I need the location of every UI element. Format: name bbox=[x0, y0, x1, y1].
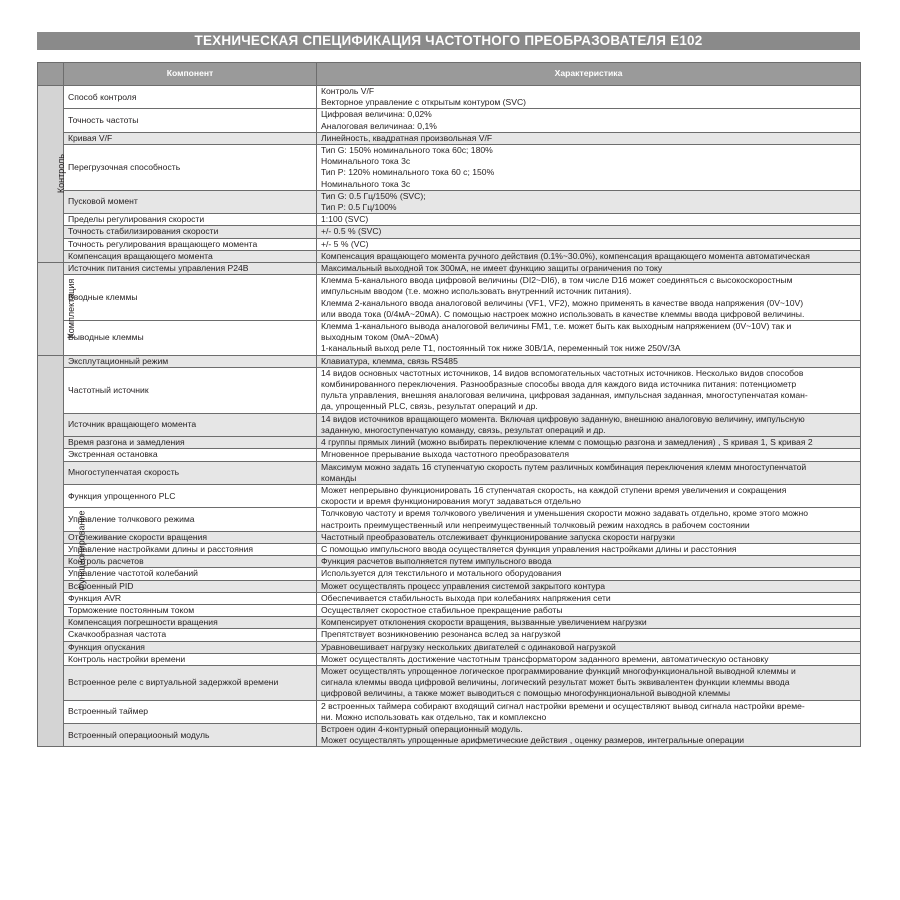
characteristic-cell bbox=[317, 250, 861, 262]
component-cell: Компенсация вращающего момента bbox=[64, 250, 317, 262]
table-row bbox=[38, 355, 861, 367]
table-row bbox=[38, 367, 861, 413]
component-cell: Источник вращающего момента bbox=[64, 413, 317, 436]
table-row bbox=[38, 484, 861, 507]
characteristic-line: Линейность, квадратная произвольная V/F bbox=[321, 132, 493, 143]
characteristic-line: Контроль V/F bbox=[321, 86, 375, 96]
table-row bbox=[38, 641, 861, 653]
table-row bbox=[38, 226, 861, 238]
characteristic-cell bbox=[317, 641, 861, 653]
characteristic-line: Номинального тока 3с bbox=[321, 178, 411, 189]
characteristic-cell bbox=[317, 700, 861, 723]
characteristic-line: Тип P: 120% номинального тока 60 с; 150% bbox=[321, 167, 495, 178]
characteristic-cell bbox=[317, 109, 861, 132]
table-row bbox=[38, 508, 861, 531]
category-label: Комплектация bbox=[66, 279, 77, 339]
table-row bbox=[38, 653, 861, 665]
category-label: Контроль bbox=[55, 154, 66, 194]
characteristic-cell bbox=[317, 238, 861, 250]
table-row bbox=[38, 604, 861, 616]
characteristic-line: выходным током (0мА~20мА) bbox=[321, 332, 439, 343]
characteristic-line: Обеспечивается стабильность выхода при колебаниях напряжения сети bbox=[321, 592, 611, 603]
characteristic-cell bbox=[317, 580, 861, 592]
characteristic-cell bbox=[317, 132, 861, 144]
table-row bbox=[38, 531, 861, 543]
characteristic-line: Клавиатура, клемма, связь RS485 bbox=[321, 355, 458, 366]
table-row bbox=[38, 437, 861, 449]
characteristic-cell bbox=[317, 367, 861, 413]
component-cell: Функция упрощенного PLC bbox=[64, 484, 317, 507]
component-cell: Функция AVR bbox=[64, 592, 317, 604]
component-cell: Торможение постоянным током bbox=[64, 604, 317, 616]
component-cell: Эксплутационный режим bbox=[64, 355, 317, 367]
characteristic-line: Частотный преобразователь отслеживает функционирование запуска скорости нагрузки bbox=[321, 531, 675, 542]
table-row bbox=[38, 263, 861, 275]
component-cell: Скачкообразная частота bbox=[64, 629, 317, 641]
characteristic-cell bbox=[317, 556, 861, 568]
characteristic-line: Максимальный выходной ток 300мА, не имеет функцию защиты ограничения по току bbox=[321, 263, 663, 274]
characteristic-cell bbox=[317, 437, 861, 449]
characteristic-line: 1-канальный выход реле T1, постоянный ток ниже 30В/1А, переменный ток ниже 250V/3А bbox=[321, 343, 681, 354]
table-row bbox=[38, 214, 861, 226]
characteristic-line: Толчковую частоту и время толчкового увеличения и уменьшения скорости можно задавать отдельно, кроме этого можно bbox=[321, 508, 809, 519]
category-cell-control bbox=[38, 86, 64, 263]
characteristic-cell bbox=[317, 461, 861, 484]
characteristic-line: 4 группы прямых линий (можно выбирать переключение клемм с помощью разгона и замедления) , S кривая 1, S кривая 2 bbox=[321, 437, 813, 448]
characteristic-cell bbox=[317, 665, 861, 700]
table-row bbox=[38, 145, 861, 191]
characteristic-line: Функция расчетов выполняется путем импульсного ввода bbox=[321, 556, 552, 567]
header-category bbox=[38, 63, 64, 86]
characteristic-line: Максимум можно задать 16 ступенчатую скорость путем различных комбинация переключения клемм многоступенчатой bbox=[321, 461, 807, 472]
characteristic-line: Компенсирует отклонения скорости вращения, вызванные увеличением нагрузки bbox=[321, 617, 647, 628]
component-cell: Встроенный PID bbox=[64, 580, 317, 592]
header-characteristic: Характеристика bbox=[317, 63, 861, 86]
characteristic-cell bbox=[317, 86, 861, 109]
characteristic-line: Может осуществлять упрощенное логическое программирование функций многофункциональной выводной клеммы и bbox=[321, 665, 796, 676]
characteristic-line: Номинального тока 3с bbox=[321, 156, 411, 167]
characteristic-line: Встроен один 4-контурный операционный модуль. bbox=[321, 723, 523, 734]
characteristic-line: С помощью импульсного ввода осуществляется функция управления настройками длины и расстояния bbox=[321, 543, 737, 554]
characteristic-line: заданную, многоступенчатую команду, связь, результат операций и др. bbox=[321, 424, 606, 435]
table-row bbox=[38, 723, 861, 746]
characteristic-line: Аналоговая величинаа: 0,1% bbox=[321, 120, 437, 131]
characteristic-line: Мгновенное прерывание выхода частотного преобразователя bbox=[321, 449, 569, 460]
characteristic-line: 14 видов основных частотных источников, 14 видов вспомогательных частотных источников. Несколько видов способов bbox=[321, 367, 804, 378]
category-cell-equipment bbox=[38, 263, 77, 356]
characteristic-line: Клемма 5-канального ввода цифровой величины (DI2~DI6), в том числе D16 может соединяться с высокоскоростным bbox=[321, 275, 793, 286]
page-title: ТЕХНИЧЕСКАЯ СПЕЦИФИКАЦИЯ ЧАСТОТНОГО ПРЕОБРАЗОВАТЕЛЯ E102 bbox=[37, 32, 860, 50]
component-cell: Перегрузочная способность bbox=[64, 145, 317, 191]
table-row bbox=[38, 592, 861, 604]
component-cell: Контроль настройки времени bbox=[64, 653, 317, 665]
component-cell: Выводные клеммы bbox=[64, 321, 317, 356]
table-row bbox=[38, 132, 861, 144]
table-row bbox=[38, 190, 861, 213]
component-cell: Встроенный операциооный модуль bbox=[64, 723, 317, 746]
characteristic-line: 2 встроенных таймера собирают входящий сигнал настройки времени и осуществляют вывод сигнала настройки време- bbox=[321, 700, 805, 711]
characteristic-cell bbox=[317, 413, 861, 436]
characteristic-line: Препятствует возникновению резонанса вслед за нагрузкой bbox=[321, 629, 561, 640]
component-cell: Управление частотой колебаний bbox=[64, 568, 317, 580]
characteristic-line: Используется для текстильного и мотального оборудования bbox=[321, 568, 562, 579]
characteristic-cell bbox=[317, 617, 861, 629]
characteristic-line: Векторное управление с открытым контуром (SVC) bbox=[321, 97, 527, 108]
characteristic-line: сигнала клеммы ввода цифровой величины, логический результат может быть эквивалентен функции клеммы ввода bbox=[321, 677, 790, 688]
characteristic-cell bbox=[317, 484, 861, 507]
table-row bbox=[38, 275, 861, 321]
component-cell: Источник питания системы управления P24B bbox=[64, 263, 317, 275]
table-row bbox=[38, 461, 861, 484]
characteristic-cell bbox=[317, 592, 861, 604]
characteristic-line: Клемма 1-канального вывода аналоговой величины FM1, т.е. может быть как выходным напряжением (0V~10V) так и bbox=[321, 321, 792, 332]
characteristic-line: Уравновешивает нагрузку нескольких двигателей с одинаковой нагрузкой bbox=[321, 641, 616, 652]
component-cell: Экстренная остановка bbox=[64, 449, 317, 461]
component-cell: Отслеживание скорости вращения bbox=[64, 531, 317, 543]
characteristic-line: Осуществляет скоростное стабильное прекращение работы bbox=[321, 604, 563, 615]
characteristic-cell bbox=[317, 723, 861, 746]
characteristic-cell bbox=[317, 275, 861, 321]
characteristic-cell bbox=[317, 190, 861, 213]
table-row bbox=[38, 413, 861, 436]
characteristic-line: пульта управления, внешняя аналоговая величина, цифровая заданная, импульсная заданная, многоступенчатая коман- bbox=[321, 390, 808, 401]
table-row bbox=[38, 700, 861, 723]
characteristic-line: Тип G: 150% номинального тока 60с; 180% bbox=[321, 145, 493, 156]
characteristic-line: цифровой величины, а также может выводиться с помощью многофункциональной выводной клеммы bbox=[321, 688, 731, 699]
component-cell: Точность регулирования вращающего момента bbox=[64, 238, 317, 250]
characteristic-line: 14 видов источников вращающего момента. Включая цифровую заданную, внешнюю аналоговую величину, импульсную bbox=[321, 413, 805, 424]
spec-table-body bbox=[38, 86, 861, 747]
characteristic-cell bbox=[317, 226, 861, 238]
component-cell: Компенсация погрешности вращения bbox=[64, 617, 317, 629]
characteristic-line: +/- 5 % (VC) bbox=[321, 238, 369, 249]
characteristic-line: ни. Можно использовать как отдельно, так и комплексно bbox=[321, 711, 547, 722]
characteristic-line: комбинированного переключения. Разнообразные способы ввода для каждого вида источника питания: потенциометр bbox=[321, 379, 797, 390]
characteristic-cell bbox=[317, 531, 861, 543]
characteristic-cell bbox=[317, 653, 861, 665]
characteristic-cell bbox=[317, 214, 861, 226]
table-row bbox=[38, 321, 861, 356]
characteristic-cell bbox=[317, 543, 861, 555]
component-cell: Пределы регулирования скорости bbox=[64, 214, 317, 226]
component-cell: Управление настройками длины и расстояния bbox=[64, 543, 317, 555]
component-cell: Вводные клеммы bbox=[64, 275, 317, 321]
characteristic-line: Компенсация вращающего момента ручного действия (0.1%~30.0%), компенсация вращающего момента автоматическая bbox=[321, 250, 810, 261]
header-component: Компонент bbox=[64, 63, 317, 86]
characteristic-cell bbox=[317, 449, 861, 461]
characteristic-line: команды bbox=[321, 472, 357, 483]
characteristic-cell bbox=[317, 568, 861, 580]
component-cell: Контроль расчетов bbox=[64, 556, 317, 568]
characteristic-cell bbox=[317, 355, 861, 367]
table-row bbox=[38, 86, 861, 109]
table-row bbox=[38, 568, 861, 580]
table-row bbox=[38, 543, 861, 555]
spec-table bbox=[37, 62, 861, 747]
characteristic-cell bbox=[317, 145, 861, 191]
table-row bbox=[38, 665, 861, 700]
characteristic-line: Тип G: 0.5 Гц/150% (SVC); bbox=[321, 190, 426, 201]
table-header-row bbox=[38, 63, 861, 86]
component-cell: Частотный источник bbox=[64, 367, 317, 413]
component-cell: Способ контроля bbox=[64, 86, 317, 109]
characteristic-line: +/- 0.5 % (SVC) bbox=[321, 226, 382, 237]
characteristic-cell bbox=[317, 629, 861, 641]
characteristic-cell bbox=[317, 321, 861, 356]
table-row bbox=[38, 238, 861, 250]
component-cell: Пусковой момент bbox=[64, 190, 317, 213]
characteristic-line: или ввода тока (0/4мА~20мА). С помощью настроек можно использовать в качестве клеммы ввода цифровой величины. bbox=[321, 308, 805, 319]
characteristic-line: Может осуществлять процесс управления системой закрытого контура bbox=[321, 580, 605, 591]
characteristic-cell bbox=[317, 263, 861, 275]
characteristic-line: 1:100 (SVC) bbox=[321, 214, 369, 225]
table-row bbox=[38, 629, 861, 641]
category-cell-operation bbox=[38, 355, 87, 747]
characteristic-line: Может осуществлять достижение частотным трансформатором заданного времени, автоматическую остановку bbox=[321, 653, 769, 664]
component-cell: Встроенный таймер bbox=[64, 700, 317, 723]
component-cell: Встроенное реле с виртуальной задержкой времени bbox=[64, 665, 317, 700]
category-label: Функционирование bbox=[76, 510, 87, 592]
component-cell: Точность стабилизирования скорости bbox=[64, 226, 317, 238]
characteristic-cell bbox=[317, 604, 861, 616]
characteristic-line: да, упрощенный PLC, связь, результат операций и др. bbox=[321, 401, 538, 412]
component-cell: Точность частоты bbox=[64, 109, 317, 132]
characteristic-cell bbox=[317, 508, 861, 531]
characteristic-line: импульсным вводом (т.е. можно использовать внутренний источник питания). bbox=[321, 286, 632, 297]
component-cell: Многоступенчатая скорость bbox=[64, 461, 317, 484]
component-cell: Кривая V/F bbox=[64, 132, 317, 144]
table-row bbox=[38, 109, 861, 132]
table-row bbox=[38, 617, 861, 629]
characteristic-line: Может осуществлять упрощенные арифметические действия , оценку размеров, интегральные операции bbox=[321, 735, 745, 746]
component-cell: Функция опускания bbox=[64, 641, 317, 653]
characteristic-line: Может непрерывно функционировать 16 ступенчатая скорость, на каждой ступени время увеличения и сокращения bbox=[321, 484, 787, 495]
table-row bbox=[38, 449, 861, 461]
characteristic-line: скорости и время функционирования могут задаваться отдельно bbox=[321, 496, 581, 507]
table-row bbox=[38, 580, 861, 592]
component-cell: Время разгона и замедления bbox=[64, 437, 317, 449]
characteristic-line: Цифровая величина: 0,02% bbox=[321, 109, 432, 120]
component-cell: Управление толчкового режима bbox=[64, 508, 317, 531]
table-row bbox=[38, 556, 861, 568]
characteristic-line: Клемма 2-канального ввода аналоговой величины (VF1, VF2), можно применять в качестве ввода напряжения (0V~10V) bbox=[321, 297, 804, 308]
characteristic-line: настроить преимущественный или непреимущественный толчковый режим находясь в рабочем состоянии bbox=[321, 519, 750, 530]
characteristic-line: Тип P: 0.5 Гц/100% bbox=[321, 202, 397, 213]
table-row bbox=[38, 250, 861, 262]
